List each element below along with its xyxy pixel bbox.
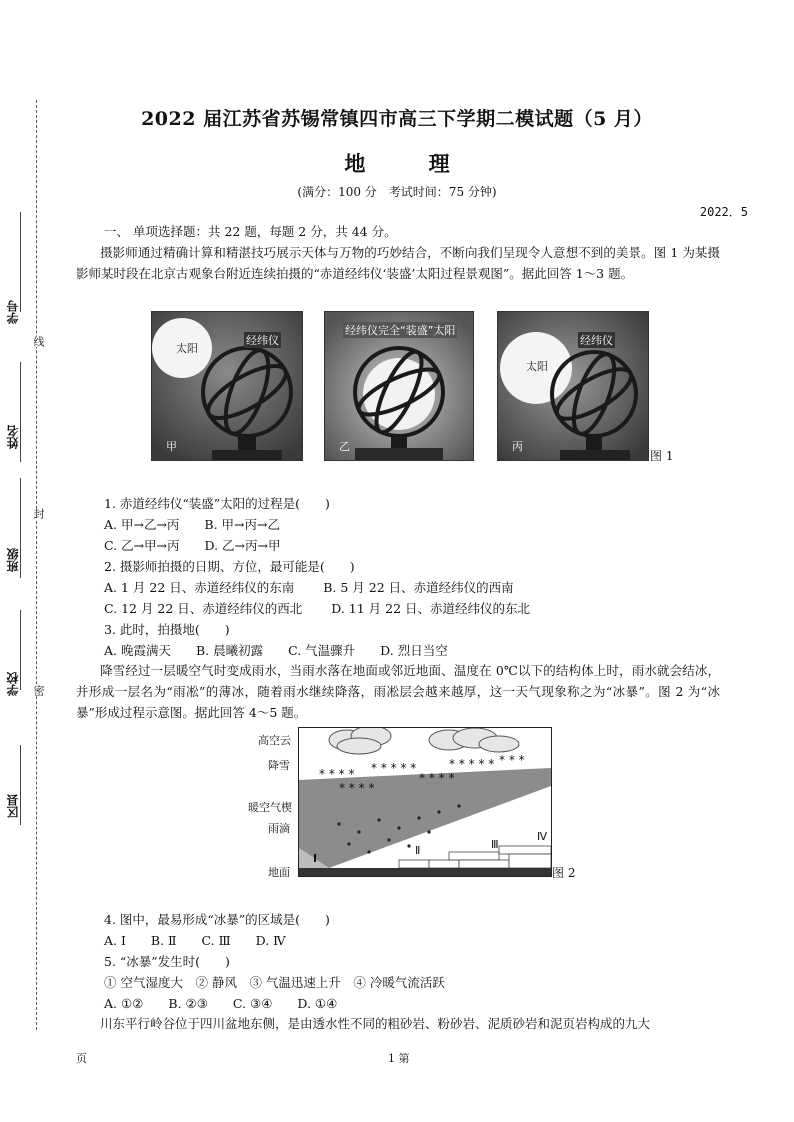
question-1-options: C. 乙→甲→丙 D. 乙→丙→甲 xyxy=(104,538,281,553)
binding-mark-line: 线 xyxy=(32,336,45,347)
figure1-caption: 图 1 xyxy=(650,449,674,463)
passage-3 xyxy=(76,1013,720,1034)
svg-text:* * * * *: * * * * * xyxy=(371,761,417,775)
svg-text:* * * *: * * * * xyxy=(419,771,455,785)
instrument-label: 经纬仪 xyxy=(246,334,279,347)
field-class: 班级 xyxy=(6,548,20,572)
section-heading: 一、 单项选择题：共 22 题，每题 2 分，共 44 分。 xyxy=(104,224,397,239)
instrument-label: 经纬仪 xyxy=(580,334,613,347)
field-student-id: 学号 xyxy=(6,300,20,324)
svg-text:* * * *: * * * * xyxy=(339,781,375,795)
panel-tag-jia: 甲 xyxy=(166,440,177,453)
question-3-stem: 3. 此时，拍摄地( ) xyxy=(104,622,230,637)
zone-label: Ⅰ xyxy=(313,852,318,865)
intro-paragraph xyxy=(76,242,720,284)
exam-meta: (满分：100 分 考试时间：75 分钟) xyxy=(297,185,497,199)
intro-text: 摄影师通过精确计算和精湛技巧展示天体与万物的巧妙结合，不断向我们呈现令人意想不到的美景。图 1 为某摄影师某时段在北京古观象台附近连续拍摄的“赤道经纬仪‘装盛’太阳过程景观图”。据此回答 1～3 题。 xyxy=(76,245,720,281)
figure2-caption: 图 2 xyxy=(552,866,576,880)
figure2-diagram xyxy=(298,727,552,877)
question-5-statements: ① 空气湿度大 ② 静风 ③ 气温迅速上升 ④ 冷暖气流活跃 xyxy=(104,975,445,990)
svg-text:* * * *: * * * * xyxy=(319,767,355,781)
zone-label: Ⅲ xyxy=(491,838,499,851)
question-4-stem: 4. 图中，最易形成“冰暴”的区域是( ) xyxy=(104,912,330,927)
passage-2-text: 降雪经过一层暖空气时变成雨水，当雨水落在地面或邻近地面、温度在 0℃以下的结构体上时，雨水就会结冰，并形成一层名为“雨凇”的薄冰，随着雨水继续降落，雨凇层会越来越厚，这一天气现象称之为“冰暴”。图 2 为“冰暴”形成过程示意图。据此回答 4～5 题。 xyxy=(76,663,720,720)
page-number: 1 第 xyxy=(388,1052,410,1065)
photo-panel-yi xyxy=(324,311,474,461)
zone-label: Ⅱ xyxy=(415,844,421,857)
label-warm-wedge: 暖空气楔 xyxy=(248,801,292,814)
photo-panel-bing xyxy=(497,311,649,461)
footer-left: 页 xyxy=(76,1052,87,1065)
svg-text:* * *: * * * xyxy=(499,753,525,767)
zone-label: Ⅳ xyxy=(537,830,548,843)
sun-label: 太阳 xyxy=(526,360,548,373)
sun-label: 太阳 xyxy=(176,342,198,355)
question-1-stem: 1. 赤道经纬仪“装盛”太阳的过程是( ) xyxy=(104,496,330,511)
label-high-cloud: 高空云 xyxy=(258,734,291,747)
binding-dashed-line xyxy=(36,100,37,1030)
subject-title: 地 理 xyxy=(344,151,478,176)
label-raindrops: 雨滴 xyxy=(268,822,290,835)
panel-tag-yi: 乙 xyxy=(339,440,350,453)
question-4-options: A. Ⅰ B. Ⅱ C. Ⅲ D. Ⅳ xyxy=(104,933,286,948)
svg-text:* * * * *: * * * * * xyxy=(449,757,495,771)
page-title: 2022 届江苏省苏锡常镇四市高三下学期二模试题（5 月） xyxy=(141,108,653,130)
question-2-stem: 2. 摄影师拍摄的日期、方位，最可能是( ) xyxy=(104,559,355,574)
panel-tag-bing: 丙 xyxy=(512,440,523,453)
passage-2 xyxy=(76,660,720,723)
passage-3-text: 川东平行岭谷位于四川盆地东侧，是由透水性不同的粗砂岩、粉砂岩、泥质砂岩和泥页岩构成的九大 xyxy=(100,1016,651,1031)
question-5-options: A. ①② B. ②③ C. ③④ D. ①④ xyxy=(104,996,338,1011)
exam-date: 2022．5 xyxy=(699,205,748,219)
question-2-options: C. 12 月 22 日、赤道经纬仪的西北 D. 11 月 22 日、赤道经纬仪的东北 xyxy=(104,601,531,616)
question-1-options: A. 甲→乙→丙 B. 甲→丙→乙 xyxy=(104,517,281,532)
question-3-options: A. 晚霞满天 B. 晨曦初露 C. 气温骤升 D. 烈日当空 xyxy=(104,643,448,658)
label-ground: 地面 xyxy=(268,866,290,879)
binding-mark-secret: 密 xyxy=(32,685,45,696)
question-5-stem: 5. “冰暴”发生时( ) xyxy=(104,954,230,969)
binding-mark-seal: 封 xyxy=(32,508,45,519)
field-blank-line xyxy=(20,212,21,312)
question-2-options: A. 1 月 22 日、赤道经纬仪的东南 B. 5 月 22 日、赤道经纬仪的西南 xyxy=(104,580,514,595)
field-school: 学校 xyxy=(6,672,20,696)
field-name: 姓名 xyxy=(6,425,20,449)
photo-panel-jia xyxy=(151,311,303,461)
banner-label: 经纬仪完全“装盛”太阳 xyxy=(345,324,456,337)
label-snowfall: 降雪 xyxy=(268,759,290,772)
field-district: 区县 xyxy=(6,794,20,818)
